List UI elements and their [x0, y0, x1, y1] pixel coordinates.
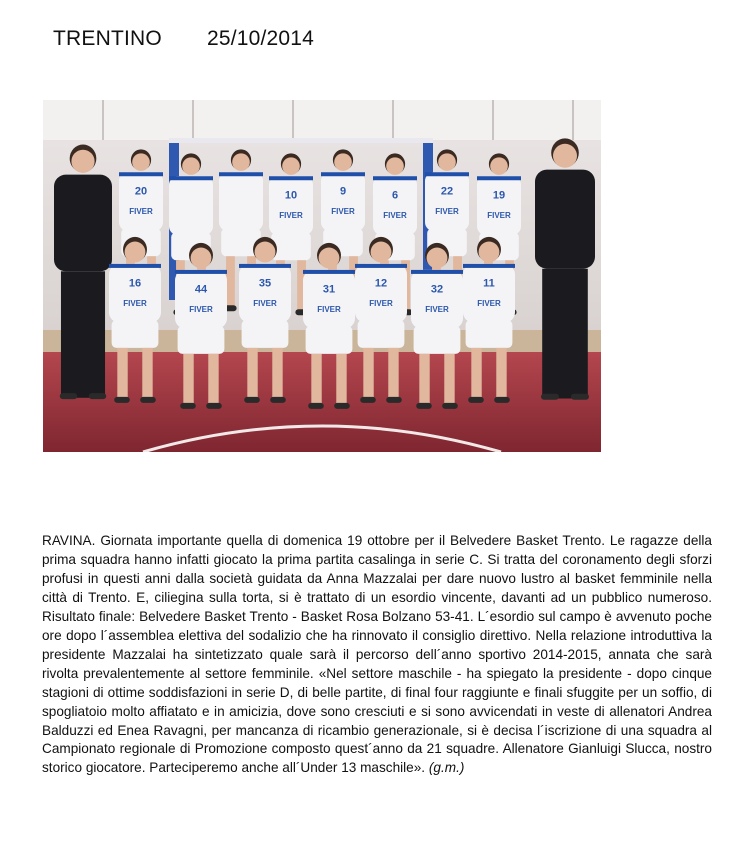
- article-body: [42, 532, 712, 778]
- jersey-sponsor: FIVER: [383, 211, 407, 221]
- publication-date: 25/10/2014: [206, 27, 315, 50]
- coach-right: [535, 138, 595, 399]
- team-photo-illustration: [43, 100, 601, 452]
- jersey-sponsor: FIVER: [331, 207, 355, 217]
- jersey-sponsor: FIVER: [425, 304, 449, 314]
- jersey-number: 44: [194, 283, 208, 296]
- jersey-sponsor: FIVER: [435, 207, 459, 217]
- jersey-sponsor: FIVER: [129, 207, 153, 217]
- publication-name: TRENTINO: [53, 27, 162, 50]
- gym-windows: [43, 100, 601, 140]
- jersey-sponsor: FIVER: [123, 298, 147, 308]
- team-photo: [43, 100, 601, 452]
- jersey-number: 31: [322, 283, 336, 296]
- goal-crossbar: [169, 138, 433, 143]
- jersey-number: 20: [134, 185, 148, 198]
- jersey-sponsor: FIVER: [477, 298, 501, 308]
- article-text: RAVINA. Giornata importante quella di domenica 19 ottobre per il Belvedere Basket Trento. Le ragazze della prima squadra hanno infatti giocato la prima partita casalinga in serie C. Si tratta del coronamento degli sforzi profusi in questi anni dalla società guidata da Anna Mazzalai per dare nuovo lustro al basket femminile nella città di Trento. E, ciliegina sulla torta, si è trattato di un esordio vincente, davanti ad un pubblico numeroso. Risultato finale: Belvedere Basket Trento - Basket Rosa Bolzano 53-41. L´esordio sul campo è avvenuto poche ore dopo l´assemblea elettiva del sodalizio che ha rinnovato il consiglio direttivo. Nella relazione introduttiva la presidente Mazzalai ha sintetizzato quale sarà il percorso dell´anno sportivo 2014-2015, annata che sarà rivolta prevalentemente al settore femminile. «Nel settore maschile - ha spiegato la presidente - dopo cinque stagioni di ottime soddisfazioni in serie D, di belle partite, di final four raggiunte e finali sfuggite per un soffio, di spogliatoio molto affiatato e in amicizia, dove sono cresciuti e si sono avvicendati in veste di allenatori Andrea Balduzzi ed Enea Ravagni, per mancanza di ricambio generazionale, si è decisa l´iscrizione di una squadra al Campionato regionale di Promozione composto quest´anno da 21 squadre. Allenatore Gianluigi Slucca, nostro storico giocatore. Parteciperemo anche all´Under 13 maschile».: [42, 533, 712, 776]
- article-signature: (g.m.): [428, 760, 465, 776]
- coach-left: [54, 145, 112, 400]
- jersey-number: 19: [492, 189, 506, 202]
- jersey-number: 32: [430, 283, 444, 296]
- jersey-sponsor: FIVER: [369, 298, 393, 308]
- jersey-number: 10: [284, 189, 298, 202]
- masthead: [53, 27, 314, 51]
- jersey-number: 11: [483, 277, 495, 290]
- jersey-sponsor: FIVER: [253, 298, 277, 308]
- jersey-number: 22: [440, 185, 454, 198]
- jersey-sponsor: FIVER: [317, 304, 341, 314]
- jersey-number: 6: [391, 189, 399, 202]
- jersey-number: 9: [339, 185, 347, 198]
- jersey-sponsor: FIVER: [189, 304, 213, 314]
- jersey-number: 12: [374, 277, 388, 290]
- jersey-sponsor: FIVER: [279, 211, 303, 221]
- jersey-number: 35: [258, 277, 272, 290]
- jersey-sponsor: FIVER: [487, 211, 511, 221]
- jersey-number: 16: [128, 277, 142, 290]
